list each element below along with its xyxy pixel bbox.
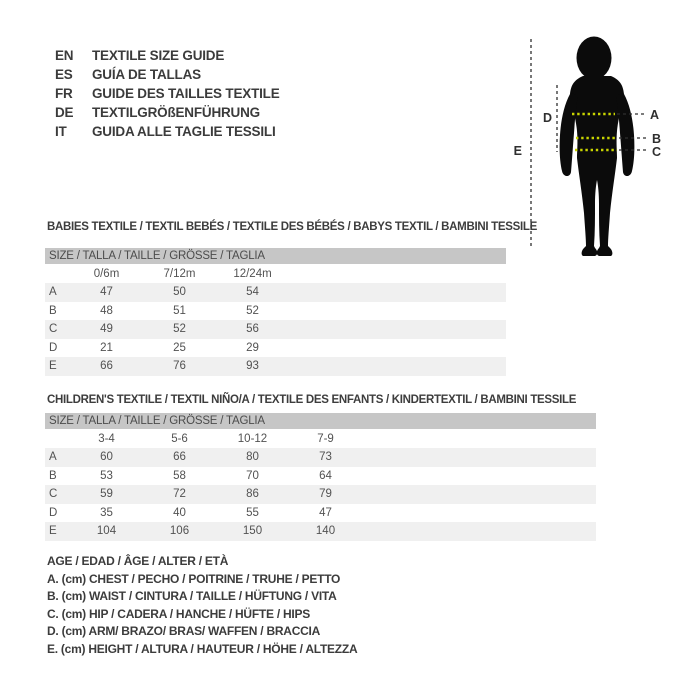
measure-letter: A xyxy=(49,451,57,464)
size-value: 140 xyxy=(315,525,336,538)
age-column-header: 7/12m xyxy=(163,267,196,280)
children-size-table xyxy=(45,413,596,541)
language-row xyxy=(55,103,280,122)
size-value: 51 xyxy=(173,304,186,317)
size-value: 66 xyxy=(173,451,186,464)
language-row xyxy=(55,84,280,103)
language-row xyxy=(55,46,280,65)
size-header-band xyxy=(45,248,506,264)
size-value: 52 xyxy=(246,304,259,317)
filler-cell xyxy=(362,467,596,486)
age-columns-row xyxy=(45,429,596,448)
size-value: 66 xyxy=(100,360,113,373)
size-row xyxy=(45,339,506,358)
size-row xyxy=(45,320,506,339)
size-row xyxy=(45,485,596,504)
corner-cell xyxy=(45,429,70,448)
measure-letter: D xyxy=(49,506,58,519)
legend-item-list xyxy=(47,571,357,659)
filler-cell xyxy=(362,429,596,448)
size-row xyxy=(45,448,596,467)
age-column-header: 7-9 xyxy=(317,432,334,445)
size-value: 150 xyxy=(242,525,263,538)
label-chest-a: A xyxy=(650,108,660,122)
age-column-header: 5-6 xyxy=(171,432,188,445)
size-value: 54 xyxy=(246,286,259,299)
size-value: 86 xyxy=(246,488,259,501)
language-row xyxy=(55,65,280,84)
size-value: 64 xyxy=(319,469,332,482)
size-value: 55 xyxy=(246,506,259,519)
legend-item: A. (cm) CHEST / PECHO / POITRINE / TRUHE / PETTO xyxy=(47,571,341,586)
size-value: 40 xyxy=(173,506,186,519)
size-row xyxy=(45,283,506,302)
size-row xyxy=(45,302,506,321)
size-value: 106 xyxy=(169,525,190,538)
children-table-title: CHILDREN'S TEXTILE / TEXTIL NIÑO/A / TEXTILE DES ENFANTS / KINDERTEXTIL / BAMBINI TESSILE xyxy=(47,394,577,406)
age-column-header: 12/24m xyxy=(233,267,272,280)
language-row xyxy=(55,122,280,141)
measure-letter: A xyxy=(49,286,57,299)
measure-letter: C xyxy=(49,488,58,501)
size-header-label: SIZE / TALLA / TAILLE / GRÖSSE / TAGLIA xyxy=(45,248,506,264)
age-column-header: 3-4 xyxy=(98,432,115,445)
size-value: 70 xyxy=(246,469,259,482)
size-value: 47 xyxy=(319,506,332,519)
label-hip-c: C xyxy=(652,145,662,159)
measure-letter: B xyxy=(49,304,57,317)
size-header-label: SIZE / TALLA / TAILLE / GRÖSSE / TAGLIA xyxy=(45,413,596,429)
language-title-list xyxy=(55,46,280,141)
label-arm-d: D xyxy=(542,111,552,125)
filler-cell xyxy=(362,522,596,541)
filler-cell xyxy=(289,283,506,302)
size-header-band xyxy=(45,413,596,429)
language-code: ES xyxy=(55,67,73,82)
filler-cell xyxy=(289,302,506,321)
size-row xyxy=(45,522,596,541)
size-value: 58 xyxy=(173,469,186,482)
age-column-header: 10-12 xyxy=(237,432,268,445)
size-value: 47 xyxy=(100,286,113,299)
size-value: 60 xyxy=(100,451,113,464)
measure-letter: E xyxy=(49,525,57,538)
filler-cell xyxy=(362,448,596,467)
filler-cell xyxy=(362,485,596,504)
language-code: IT xyxy=(55,124,67,139)
language-title: GUÍA DE TALLAS xyxy=(92,67,201,82)
legend-item: C. (cm) HIP / CADERA / HANCHE / HÜFTE / HIPS xyxy=(47,606,311,621)
size-value: 56 xyxy=(246,323,259,336)
legend-item: E. (cm) HEIGHT / ALTURA / HAUTEUR / HÖHE / ALTEZZA xyxy=(47,641,358,656)
size-value: 72 xyxy=(173,488,186,501)
size-value: 93 xyxy=(246,360,259,373)
size-value: 52 xyxy=(173,323,186,336)
size-value: 104 xyxy=(96,525,117,538)
filler-cell xyxy=(289,357,506,376)
legend-item: B. (cm) WAIST / CINTURA / TAILLE / HÜFTUNG / VITA xyxy=(47,589,337,604)
filler-cell xyxy=(289,320,506,339)
measure-letter: B xyxy=(49,469,57,482)
language-code: FR xyxy=(55,86,73,101)
age-columns-row xyxy=(45,264,506,283)
size-value: 59 xyxy=(100,488,113,501)
size-value: 79 xyxy=(319,488,332,501)
measure-letter: D xyxy=(49,341,58,354)
size-value: 21 xyxy=(100,341,113,354)
size-value: 29 xyxy=(246,341,259,354)
label-height-e: E xyxy=(513,144,522,158)
size-value: 48 xyxy=(100,304,113,317)
corner-cell xyxy=(45,264,70,283)
language-title: TEXTILE SIZE GUIDE xyxy=(92,48,225,63)
filler-cell xyxy=(362,504,596,523)
filler-cell xyxy=(289,264,506,283)
size-row xyxy=(45,504,596,523)
size-row xyxy=(45,467,596,486)
size-value: 53 xyxy=(100,469,113,482)
language-title: TEXTILGRÖßENFÜHRUNG xyxy=(92,105,260,120)
language-title: GUIDE DES TAILLES TEXTILE xyxy=(92,86,280,101)
language-code: EN xyxy=(55,48,74,63)
measurement-legend xyxy=(47,553,357,659)
measure-letter: E xyxy=(49,360,57,373)
legend-age-line: AGE / EDAD / ÂGE / ALTER / ETÀ xyxy=(47,554,229,568)
babies-size-table xyxy=(45,248,506,376)
size-value: 50 xyxy=(173,286,186,299)
size-value: 73 xyxy=(319,451,332,464)
language-code: DE xyxy=(55,105,74,120)
babies-table-title: BABIES TEXTILE / TEXTIL BEBÉS / TEXTILE DES BÉBÉS / BABYS TEXTIL / BAMBINI TESSILE xyxy=(47,221,537,233)
size-row xyxy=(45,357,506,376)
size-value: 35 xyxy=(100,506,113,519)
size-value: 25 xyxy=(173,341,186,354)
label-waist-b: B xyxy=(652,132,662,146)
legend-item: D. (cm) ARM/ BRAZO/ BRAS/ WAFFEN / BRACCIA xyxy=(47,624,321,639)
size-value: 76 xyxy=(173,360,186,373)
size-value: 49 xyxy=(100,323,113,336)
age-column-header: 0/6m xyxy=(93,267,120,280)
size-value: 80 xyxy=(246,451,259,464)
language-title: GUIDA ALLE TAGLIE TESSILI xyxy=(92,124,276,139)
measure-letter: C xyxy=(49,323,58,336)
filler-cell xyxy=(289,339,506,358)
child-silhouette-icon xyxy=(560,37,635,257)
